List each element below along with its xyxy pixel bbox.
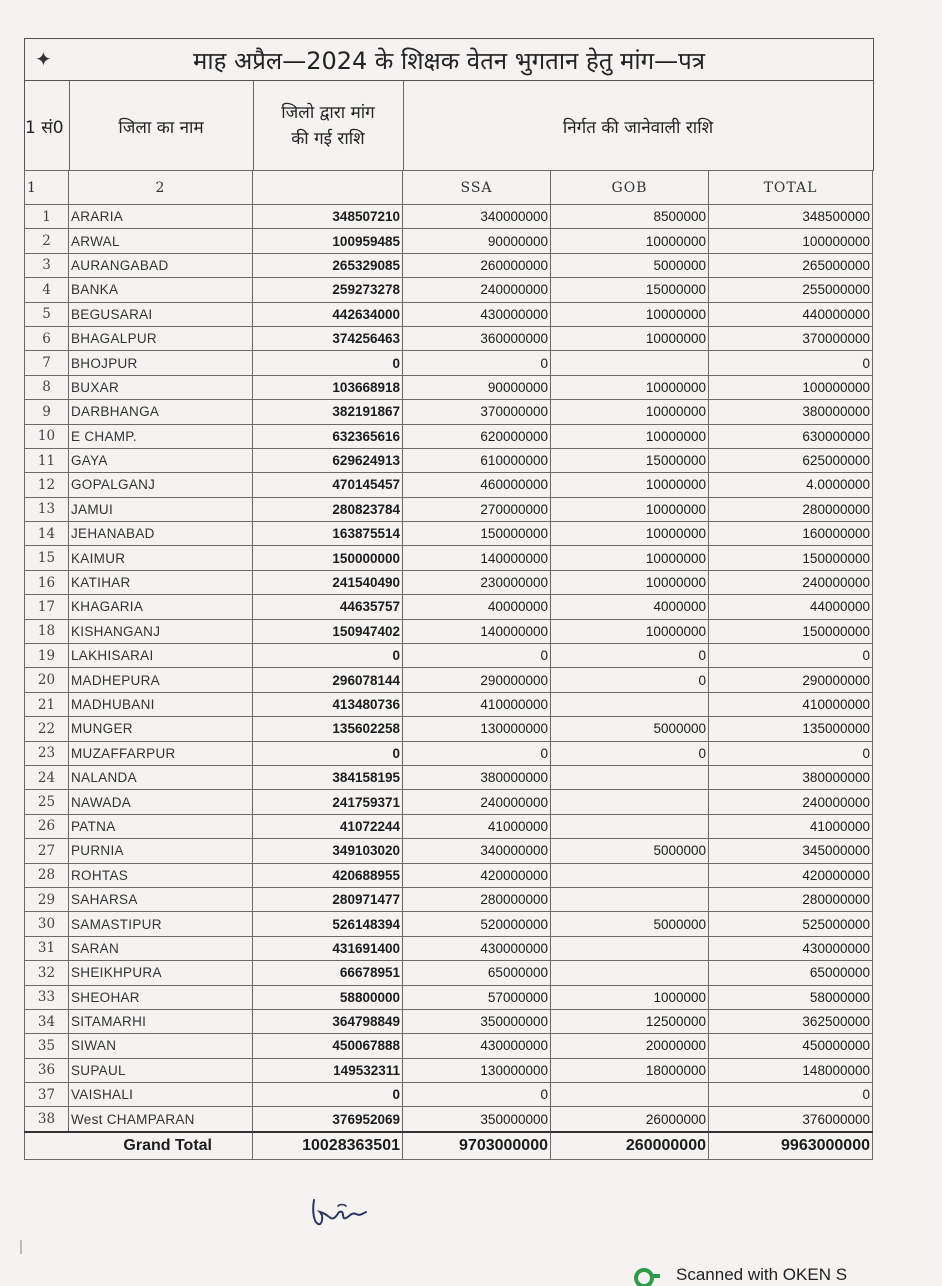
- cell-gob: 5000000: [551, 912, 709, 936]
- grand-total-row: [25, 1132, 873, 1160]
- cell-ssa: 430000000: [403, 1034, 551, 1058]
- cell-total: 150000000: [709, 619, 873, 643]
- margin-mark: [20, 1240, 22, 1254]
- cell-district: MADHUBANI: [69, 692, 253, 716]
- cell-district: BHAGALPUR: [69, 326, 253, 350]
- cell-ssa: 90000000: [403, 229, 551, 253]
- cell-serial: 25: [25, 790, 69, 814]
- cell-gob: 10000000: [551, 497, 709, 521]
- cell-serial: 38: [25, 1107, 69, 1132]
- cell-demand: 364798849: [253, 1009, 403, 1033]
- table-row: [25, 522, 873, 546]
- cell-serial: 26: [25, 814, 69, 838]
- cell-ssa: 260000000: [403, 253, 551, 277]
- cell-ssa: 270000000: [403, 497, 551, 521]
- cell-demand: 241759371: [253, 790, 403, 814]
- cell-total: 100000000: [709, 229, 873, 253]
- cell-gob: 10000000: [551, 570, 709, 594]
- cell-district: VAISHALI: [69, 1083, 253, 1107]
- table-row: [25, 253, 873, 277]
- cell-gob: 1000000: [551, 985, 709, 1009]
- cell-ssa: 240000000: [403, 278, 551, 302]
- header-release: निर्गत की जानेवाली राशि: [562, 117, 714, 138]
- cell-gob: [551, 814, 709, 838]
- table-row: [25, 400, 873, 424]
- cell-district: KAIMUR: [69, 546, 253, 570]
- cell-demand: 58800000: [253, 985, 403, 1009]
- cell-serial: 1: [25, 205, 69, 229]
- cell-demand: 629624913: [253, 448, 403, 472]
- subheader-ssa: SSA: [403, 171, 551, 205]
- cell-ssa: 410000000: [403, 692, 551, 716]
- subheader-demand: [253, 171, 403, 205]
- cell-serial: 13: [25, 497, 69, 521]
- cell-total: 420000000: [709, 863, 873, 887]
- cell-district: AURANGABAD: [69, 253, 253, 277]
- table-row: [25, 1058, 873, 1082]
- cell-district: E CHAMP.: [69, 424, 253, 448]
- cell-ssa: 280000000: [403, 887, 551, 911]
- cell-district: PATNA: [69, 814, 253, 838]
- cell-ssa: 420000000: [403, 863, 551, 887]
- cell-gob: [551, 1083, 709, 1107]
- cell-gob: 10000000: [551, 619, 709, 643]
- table-row: [25, 863, 873, 887]
- cell-gob: 10000000: [551, 229, 709, 253]
- cell-total: 345000000: [709, 839, 873, 863]
- subheader-serial: 1: [25, 171, 69, 205]
- table-row: [25, 278, 873, 302]
- cell-total: 160000000: [709, 522, 873, 546]
- cell-ssa: 65000000: [403, 961, 551, 985]
- cell-district: DARBHANGA: [69, 400, 253, 424]
- cell-district: LAKHISARAI: [69, 644, 253, 668]
- cell-total: 150000000: [709, 546, 873, 570]
- header-district: जिला का नाम: [118, 117, 204, 138]
- cell-total: 0: [709, 351, 873, 375]
- header-divider: [69, 81, 70, 171]
- header-divider: [253, 81, 254, 171]
- cell-ssa: 340000000: [403, 839, 551, 863]
- cell-serial: 33: [25, 985, 69, 1009]
- cell-gob: 20000000: [551, 1034, 709, 1058]
- cell-serial: 32: [25, 961, 69, 985]
- cell-district: ARARIA: [69, 205, 253, 229]
- subheader-row: [25, 171, 873, 205]
- cell-district: MUNGER: [69, 717, 253, 741]
- cell-total: 376000000: [709, 1107, 873, 1132]
- cell-demand: 632365616: [253, 424, 403, 448]
- cell-ssa: 430000000: [403, 936, 551, 960]
- cell-total: 0: [709, 644, 873, 668]
- cell-ssa: 150000000: [403, 522, 551, 546]
- table-header: [24, 80, 874, 171]
- cell-serial: 22: [25, 717, 69, 741]
- cell-serial: 7: [25, 351, 69, 375]
- cell-demand: 241540490: [253, 570, 403, 594]
- cell-demand: 280971477: [253, 887, 403, 911]
- cell-demand: 0: [253, 644, 403, 668]
- cell-gob: 5000000: [551, 717, 709, 741]
- cell-district: BANKA: [69, 278, 253, 302]
- cell-serial: 18: [25, 619, 69, 643]
- cell-serial: 14: [25, 522, 69, 546]
- cell-demand: 259273278: [253, 278, 403, 302]
- cell-serial: 15: [25, 546, 69, 570]
- cell-serial: 35: [25, 1034, 69, 1058]
- cell-ssa: 620000000: [403, 424, 551, 448]
- table-row: [25, 570, 873, 594]
- cell-serial: 20: [25, 668, 69, 692]
- cell-serial: 6: [25, 326, 69, 350]
- cell-district: ARWAL: [69, 229, 253, 253]
- cell-serial: 34: [25, 1009, 69, 1033]
- cell-district: KHAGARIA: [69, 595, 253, 619]
- table-row: [25, 595, 873, 619]
- cell-demand: 44635757: [253, 595, 403, 619]
- cell-district: SARAN: [69, 936, 253, 960]
- table-row: [25, 912, 873, 936]
- cell-gob: 10000000: [551, 326, 709, 350]
- page-title: माह अप्रैल—2024 के शिक्षक वेतन भुगतान हेतु मांग—पत्र: [193, 46, 705, 75]
- table-row: [25, 448, 873, 472]
- cell-gob: 10000000: [551, 473, 709, 497]
- cell-ssa: 140000000: [403, 546, 551, 570]
- cell-demand: 0: [253, 1083, 403, 1107]
- cell-district: ROHTAS: [69, 863, 253, 887]
- cell-demand: 450067888: [253, 1034, 403, 1058]
- cell-demand: 526148394: [253, 912, 403, 936]
- cell-ssa: 0: [403, 1083, 551, 1107]
- cell-serial: 9: [25, 400, 69, 424]
- cell-total: 58000000: [709, 985, 873, 1009]
- cell-serial: 24: [25, 765, 69, 789]
- table-row: [25, 205, 873, 229]
- cell-gob: [551, 692, 709, 716]
- cell-gob: 10000000: [551, 424, 709, 448]
- cell-demand: 431691400: [253, 936, 403, 960]
- grand-total-demand: 10028363501: [253, 1132, 403, 1160]
- cell-serial: 19: [25, 644, 69, 668]
- cell-demand: 382191867: [253, 400, 403, 424]
- cell-demand: 100959485: [253, 229, 403, 253]
- cell-total: 380000000: [709, 765, 873, 789]
- cell-gob: 10000000: [551, 546, 709, 570]
- cell-ssa: 520000000: [403, 912, 551, 936]
- cell-serial: 3: [25, 253, 69, 277]
- cell-gob: 5000000: [551, 839, 709, 863]
- cell-demand: 376952069: [253, 1107, 403, 1132]
- cell-total: 625000000: [709, 448, 873, 472]
- cell-serial: 28: [25, 863, 69, 887]
- header-demand: [253, 81, 403, 171]
- cell-total: 630000000: [709, 424, 873, 448]
- cell-ssa: 130000000: [403, 1058, 551, 1082]
- cell-demand: 296078144: [253, 668, 403, 692]
- cell-district: NALANDA: [69, 765, 253, 789]
- table-row: [25, 619, 873, 643]
- cell-total: 41000000: [709, 814, 873, 838]
- cell-total: 348500000: [709, 205, 873, 229]
- cell-district: GAYA: [69, 448, 253, 472]
- cell-total: 0: [709, 1083, 873, 1107]
- cell-gob: [551, 765, 709, 789]
- title-box: [24, 38, 874, 81]
- table-row: [25, 814, 873, 838]
- cell-total: 44000000: [709, 595, 873, 619]
- cell-serial: 12: [25, 473, 69, 497]
- cell-total: 280000000: [709, 497, 873, 521]
- cell-total: 450000000: [709, 1034, 873, 1058]
- cell-district: PURNIA: [69, 839, 253, 863]
- cell-district: JAMUI: [69, 497, 253, 521]
- title-mark: ✦: [35, 47, 52, 71]
- header-serial: 1 सं0: [25, 117, 64, 138]
- cell-gob: 5000000: [551, 253, 709, 277]
- cell-total: 100000000: [709, 375, 873, 399]
- cell-serial: 16: [25, 570, 69, 594]
- cell-serial: 5: [25, 302, 69, 326]
- cell-gob: 0: [551, 644, 709, 668]
- cell-gob: [551, 887, 709, 911]
- cell-ssa: 340000000: [403, 205, 551, 229]
- cell-serial: 30: [25, 912, 69, 936]
- cell-district: BUXAR: [69, 375, 253, 399]
- cell-district: KATIHAR: [69, 570, 253, 594]
- cell-district: West CHAMPARAN: [69, 1107, 253, 1132]
- cell-gob: 10000000: [551, 375, 709, 399]
- cell-gob: 12500000: [551, 1009, 709, 1033]
- cell-ssa: 350000000: [403, 1107, 551, 1132]
- cell-gob: 0: [551, 741, 709, 765]
- cell-demand: 0: [253, 351, 403, 375]
- cell-ssa: 350000000: [403, 1009, 551, 1033]
- cell-demand: 103668918: [253, 375, 403, 399]
- cell-total: 430000000: [709, 936, 873, 960]
- cell-demand: 150947402: [253, 619, 403, 643]
- cell-serial: 23: [25, 741, 69, 765]
- cell-district: SITAMARHI: [69, 1009, 253, 1033]
- cell-demand: 470145457: [253, 473, 403, 497]
- cell-ssa: 360000000: [403, 326, 551, 350]
- header-divider: [403, 81, 404, 171]
- cell-ssa: 0: [403, 741, 551, 765]
- header-demand-line1: जिलो द्वारा मांग: [281, 103, 375, 123]
- cell-serial: 31: [25, 936, 69, 960]
- table-row: [25, 1034, 873, 1058]
- cell-serial: 11: [25, 448, 69, 472]
- cell-gob: [551, 863, 709, 887]
- cell-gob: [551, 790, 709, 814]
- cell-gob: [551, 936, 709, 960]
- table-row: [25, 375, 873, 399]
- cell-demand: 265329085: [253, 253, 403, 277]
- cell-district: MUZAFFARPUR: [69, 741, 253, 765]
- cell-total: 265000000: [709, 253, 873, 277]
- table-row: [25, 961, 873, 985]
- cell-district: MADHEPURA: [69, 668, 253, 692]
- cell-total: 240000000: [709, 570, 873, 594]
- cell-ssa: 610000000: [403, 448, 551, 472]
- subheader-total: TOTAL: [709, 171, 873, 205]
- cell-ssa: 290000000: [403, 668, 551, 692]
- cell-district: SAMASTIPUR: [69, 912, 253, 936]
- cell-district: SHEOHAR: [69, 985, 253, 1009]
- cell-demand: 41072244: [253, 814, 403, 838]
- cell-total: 290000000: [709, 668, 873, 692]
- cell-gob: 10000000: [551, 400, 709, 424]
- cell-demand: 149532311: [253, 1058, 403, 1082]
- cell-serial: 2: [25, 229, 69, 253]
- subheader-gob: GOB: [551, 171, 709, 205]
- cell-serial: 27: [25, 839, 69, 863]
- table-row: [25, 839, 873, 863]
- cell-total: 380000000: [709, 400, 873, 424]
- cell-demand: 374256463: [253, 326, 403, 350]
- cell-demand: 348507210: [253, 205, 403, 229]
- signature: [308, 1190, 370, 1230]
- table-row: [25, 473, 873, 497]
- table-row: [25, 692, 873, 716]
- table-row: [25, 790, 873, 814]
- table-row: [25, 1009, 873, 1033]
- cell-ssa: 130000000: [403, 717, 551, 741]
- demand-table: [24, 170, 873, 1160]
- cell-serial: 10: [25, 424, 69, 448]
- table-row: [25, 1107, 873, 1132]
- cell-demand: 0: [253, 741, 403, 765]
- cell-ssa: 430000000: [403, 302, 551, 326]
- cell-demand: 384158195: [253, 765, 403, 789]
- cell-ssa: 140000000: [403, 619, 551, 643]
- cell-gob: 10000000: [551, 522, 709, 546]
- cell-district: NAWADA: [69, 790, 253, 814]
- cell-district: BEGUSARAI: [69, 302, 253, 326]
- cell-serial: 17: [25, 595, 69, 619]
- cell-demand: 442634000: [253, 302, 403, 326]
- cell-total: 362500000: [709, 1009, 873, 1033]
- cell-ssa: 0: [403, 644, 551, 668]
- cell-demand: 150000000: [253, 546, 403, 570]
- cell-demand: 163875514: [253, 522, 403, 546]
- cell-ssa: 57000000: [403, 985, 551, 1009]
- cell-ssa: 90000000: [403, 375, 551, 399]
- cell-district: SHEIKHPURA: [69, 961, 253, 985]
- cell-serial: 21: [25, 692, 69, 716]
- cell-total: 4.0000000: [709, 473, 873, 497]
- cell-district: SIWAN: [69, 1034, 253, 1058]
- cell-gob: 0: [551, 668, 709, 692]
- cell-demand: 280823784: [253, 497, 403, 521]
- cell-district: SAHARSA: [69, 887, 253, 911]
- cell-gob: 26000000: [551, 1107, 709, 1132]
- scanner-logo-icon: [634, 1266, 662, 1286]
- cell-district: SUPAUL: [69, 1058, 253, 1082]
- cell-serial: 4: [25, 278, 69, 302]
- cell-total: 370000000: [709, 326, 873, 350]
- cell-ssa: 0: [403, 351, 551, 375]
- cell-gob: 8500000: [551, 205, 709, 229]
- cell-total: 148000000: [709, 1058, 873, 1082]
- table-row: [25, 424, 873, 448]
- table-row: [25, 302, 873, 326]
- cell-gob: 10000000: [551, 302, 709, 326]
- cell-serial: 37: [25, 1083, 69, 1107]
- cell-demand: 413480736: [253, 692, 403, 716]
- cell-demand: 349103020: [253, 839, 403, 863]
- table-row: [25, 229, 873, 253]
- grand-total-ssa: 9703000000: [403, 1132, 551, 1160]
- table-row: [25, 326, 873, 350]
- cell-ssa: 370000000: [403, 400, 551, 424]
- table-row: [25, 351, 873, 375]
- cell-gob: [551, 961, 709, 985]
- cell-total: 440000000: [709, 302, 873, 326]
- cell-ssa: 240000000: [403, 790, 551, 814]
- cell-total: 65000000: [709, 961, 873, 985]
- cell-ssa: 40000000: [403, 595, 551, 619]
- table-row: [25, 497, 873, 521]
- subheader-district: 2: [69, 171, 253, 205]
- cell-gob: 4000000: [551, 595, 709, 619]
- cell-gob: 15000000: [551, 278, 709, 302]
- cell-total: 135000000: [709, 717, 873, 741]
- table-row: [25, 546, 873, 570]
- cell-demand: 66678951: [253, 961, 403, 985]
- cell-district: KISHANGANJ: [69, 619, 253, 643]
- cell-total: 240000000: [709, 790, 873, 814]
- cell-gob: [551, 351, 709, 375]
- scanner-watermark: Scanned with OKEN S: [676, 1265, 848, 1284]
- cell-serial: 29: [25, 887, 69, 911]
- cell-serial: 8: [25, 375, 69, 399]
- table-row: [25, 644, 873, 668]
- cell-total: 280000000: [709, 887, 873, 911]
- table-row: [25, 985, 873, 1009]
- cell-ssa: 380000000: [403, 765, 551, 789]
- table-row: [25, 668, 873, 692]
- cell-ssa: 460000000: [403, 473, 551, 497]
- grand-total-label: Grand Total: [25, 1132, 253, 1160]
- table-row: [25, 765, 873, 789]
- cell-gob: 15000000: [551, 448, 709, 472]
- grand-total-gob: 260000000: [551, 1132, 709, 1160]
- header-demand-line2: की गई राशि: [291, 129, 365, 149]
- table-row: [25, 717, 873, 741]
- cell-district: JEHANABAD: [69, 522, 253, 546]
- cell-demand: 420688955: [253, 863, 403, 887]
- cell-total: 255000000: [709, 278, 873, 302]
- table-row: [25, 936, 873, 960]
- cell-district: GOPALGANJ: [69, 473, 253, 497]
- cell-total: 0: [709, 741, 873, 765]
- cell-gob: 18000000: [551, 1058, 709, 1082]
- cell-ssa: 230000000: [403, 570, 551, 594]
- table-row: [25, 1083, 873, 1107]
- cell-demand: 135602258: [253, 717, 403, 741]
- cell-total: 525000000: [709, 912, 873, 936]
- cell-ssa: 41000000: [403, 814, 551, 838]
- cell-serial: 36: [25, 1058, 69, 1082]
- cell-total: 410000000: [709, 692, 873, 716]
- table-row: [25, 887, 873, 911]
- table-row: [25, 741, 873, 765]
- grand-total-total: 9963000000: [709, 1132, 873, 1160]
- cell-district: BHOJPUR: [69, 351, 253, 375]
